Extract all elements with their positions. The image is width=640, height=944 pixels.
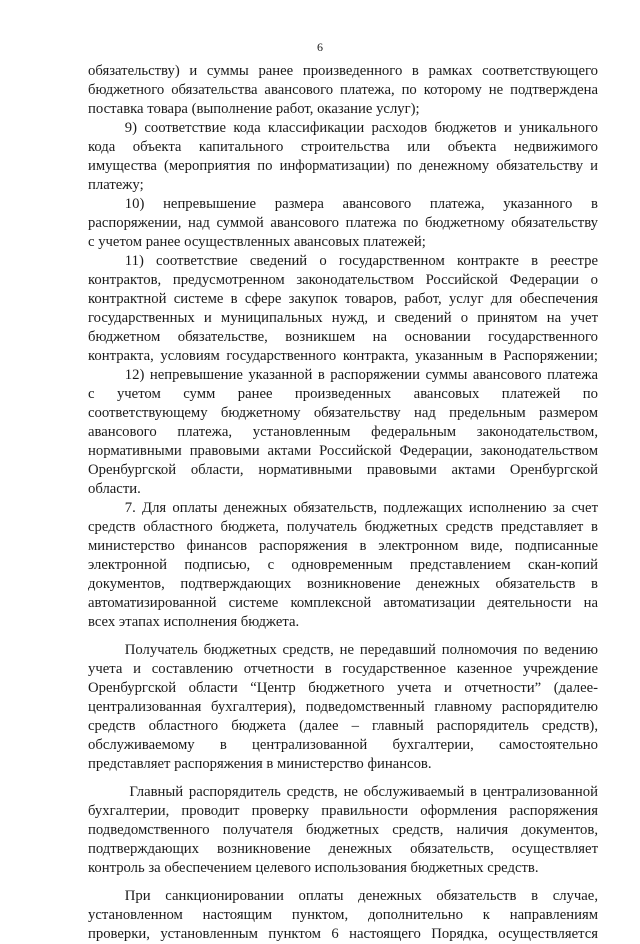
text-line: средств областного бюджета, получатель бюджетных средств представляет в bbox=[88, 519, 598, 535]
page-number: 6 bbox=[317, 40, 323, 54]
text-line: области. bbox=[88, 481, 141, 497]
text-line: подтверждающих возникновение денежных обязательств, осуществляет bbox=[88, 841, 598, 857]
text-line: При санкционировании оплаты денежных обязательств в случае, bbox=[124, 888, 598, 904]
text-line: бюджетном обязательстве, возникшем на основании государственного bbox=[88, 329, 598, 345]
text-line: контрактов, предусмотренном законодательством Российской Федерации о bbox=[88, 272, 598, 288]
text-line: 10) непревышение размера авансового платежа, указанного в bbox=[124, 196, 598, 212]
text-line: Главный распорядитель средств, не обслуживаемый в централизованной bbox=[129, 784, 598, 800]
text-line: 12) непревышение указанной в распоряжении суммы авансового платежа bbox=[124, 367, 598, 383]
text-line: Оренбургской области “Центр бюджетного учета и отчетности” (далее- bbox=[88, 680, 598, 696]
text-line: с учетом сумм ранее произведенных авансовых платежей по bbox=[88, 386, 598, 402]
text-line: 7. Для оплаты денежных обязательств, подлежащих исполнению за счет bbox=[124, 500, 598, 516]
text-line: 9) соответствие кода классификации расходов бюджетов и уникального bbox=[124, 120, 598, 136]
document-body bbox=[88, 62, 598, 944]
text-line: 11) соответствие сведений о государственном контракте в реестре bbox=[124, 253, 598, 269]
text-line: контрактной системе в сфере закупок товаров, работ, услуг для обеспечения bbox=[88, 291, 598, 307]
text-line: проверки, установленным пунктом 6 настоящего Порядка, осуществляется bbox=[88, 926, 598, 942]
text-line: всех этапах исполнения бюджета. bbox=[88, 614, 300, 630]
text-line: авансового платежа, установленным федеральным законодательством, bbox=[88, 424, 598, 440]
text-line: подведомственного получателя бюджетных средств, наличия документов, bbox=[88, 822, 598, 838]
text-line: установленном настоящим пунктом, дополнительно к направлениям bbox=[88, 907, 598, 923]
text-line: представляет распоряжения в министерство финансов. bbox=[88, 756, 432, 772]
text-line: платежу; bbox=[88, 177, 144, 193]
text-line: соответствующему бюджетному обязательству над предельным размером bbox=[88, 405, 598, 421]
scan-mark bbox=[42, 12, 48, 18]
text-line bbox=[88, 774, 598, 783]
text-line: учета и составлению отчетности в государственное казенное учреждение bbox=[88, 661, 598, 677]
text-line: электронной подписью, с одновременным представлением скан-копий bbox=[88, 557, 598, 573]
text-line: бюджетного обязательства авансового платежа, по которому не подтверждена bbox=[88, 82, 598, 98]
text-line bbox=[88, 878, 598, 887]
text-line: распоряжении, над суммой авансового платежа по бюджетному обязательству bbox=[88, 215, 598, 231]
text-line: бухгалтерии, проводит проверку правильности оформления распоряжения bbox=[88, 803, 598, 819]
text-line: Получатель бюджетных средств, не передавший полномочия по ведению bbox=[124, 642, 598, 658]
text-line: министерство финансов распоряжения в электронном виде, подписанные bbox=[88, 538, 598, 554]
text-line: обязательству) и суммы ранее произведенного в рамках соответствующего bbox=[88, 63, 598, 79]
text-line: средств областного бюджета (далее – главный распорядитель средств), bbox=[88, 718, 598, 734]
text-line: имущества (мероприятия по информатизации) по денежному обязательству и bbox=[88, 158, 598, 174]
text-line: Оренбургской области, нормативными правовыми актами Оренбургской bbox=[88, 462, 598, 478]
text-line: обслуживаемому в централизованной бухгалтерии, самостоятельно bbox=[88, 737, 598, 753]
text-line: контроль за обеспечением целевого использования бюджетных средств. bbox=[88, 860, 539, 876]
text-line: документов, подтверждающих возникновение денежных обязательств в bbox=[88, 576, 598, 592]
text-line: контракта, условиям государственного контракта, указанным в Распоряжении; bbox=[88, 348, 598, 364]
text-line: кода объекта капитального строительства или объекта недвижимого bbox=[88, 139, 598, 155]
text-line bbox=[88, 632, 598, 641]
text-line: нормативными правовыми актами Российской Федерации, законодательством bbox=[88, 443, 598, 459]
text-line: с учетом ранее осуществленных авансовых платежей; bbox=[88, 234, 426, 250]
text-line: поставка товара (выполнение работ, оказание услуг); bbox=[88, 101, 420, 117]
text-line: централизованная бухгалтерия), подведомственный главному распорядителю bbox=[88, 699, 598, 715]
text-line: государственных и муниципальных нужд, и сведений о принятом на учет bbox=[88, 310, 598, 326]
text-line: автоматизированной системе комплексной автоматизации деятельности на bbox=[88, 595, 598, 611]
